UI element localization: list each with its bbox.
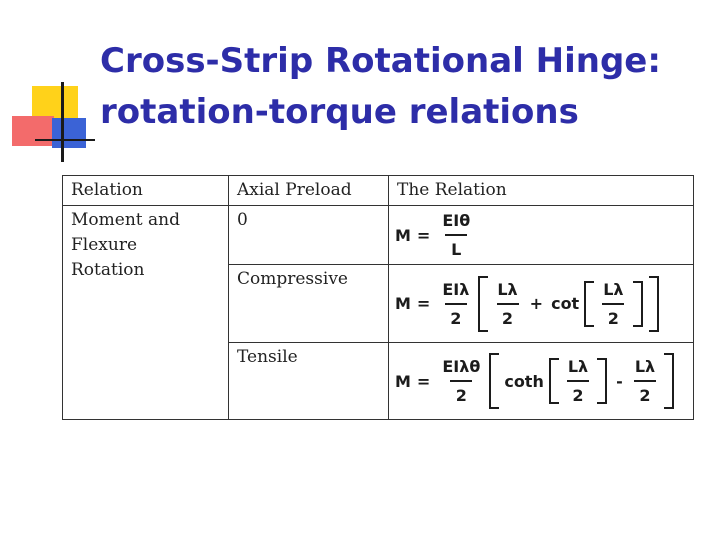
formula-compressive bbox=[395, 276, 687, 332]
table-row bbox=[63, 206, 694, 265]
header-axial-preload: Axial Preload bbox=[229, 176, 389, 206]
horizontal-rule-decoration bbox=[35, 139, 95, 141]
formula-function: coth bbox=[504, 371, 544, 391]
fraction-denominator: 2 bbox=[445, 303, 467, 331]
vertical-rule-decoration bbox=[61, 82, 64, 162]
fraction-numerator: Lλ bbox=[497, 279, 518, 299]
formula-cell bbox=[389, 343, 694, 420]
fraction-denominator: 2 bbox=[602, 303, 624, 331]
header-the-relation: The Relation bbox=[389, 176, 694, 206]
fraction bbox=[633, 354, 657, 408]
blue-square-decoration bbox=[52, 118, 86, 148]
pink-square-decoration bbox=[12, 116, 54, 146]
fraction-numerator: Lλ bbox=[603, 279, 624, 299]
bracket-group bbox=[486, 353, 677, 409]
fraction-denominator: 2 bbox=[450, 380, 472, 408]
header-relation: Relation bbox=[63, 176, 229, 206]
fraction-denominator: 2 bbox=[497, 303, 519, 331]
fraction-numerator: Lλ bbox=[634, 357, 656, 376]
formula-lhs: M bbox=[395, 225, 411, 245]
slide-logo-decoration bbox=[0, 0, 110, 165]
fraction-numerator: Lλ bbox=[567, 357, 589, 376]
fraction-denominator: L bbox=[445, 234, 467, 262]
formula-function: cot bbox=[551, 294, 580, 313]
formula-equals: = bbox=[416, 225, 431, 245]
fraction bbox=[440, 208, 472, 262]
table-header-row bbox=[63, 176, 694, 206]
formula-operator: + bbox=[529, 294, 544, 313]
formula-lhs: M bbox=[395, 371, 411, 391]
right-bracket bbox=[649, 276, 659, 332]
fraction-denominator: 2 bbox=[567, 380, 589, 408]
fraction bbox=[440, 354, 482, 408]
fraction bbox=[495, 277, 519, 331]
fraction-numerator: EIθ bbox=[442, 211, 471, 230]
left-bracket bbox=[478, 276, 488, 332]
formula-zero-preload bbox=[395, 208, 687, 262]
formula-operator: - bbox=[616, 371, 623, 391]
slide-title bbox=[100, 36, 710, 138]
preload-cell: Tensile bbox=[229, 343, 389, 420]
right-bracket bbox=[633, 281, 643, 327]
left-bracket bbox=[584, 281, 594, 327]
left-bracket bbox=[549, 358, 559, 404]
preload-cell: Compressive bbox=[229, 265, 389, 343]
fraction bbox=[566, 354, 590, 408]
preload-cell: 0 bbox=[229, 206, 389, 265]
relation-label-cell: Moment and Flexure Rotation bbox=[63, 206, 229, 420]
bracket-group bbox=[546, 354, 610, 408]
slide-title-line-1: Cross-Strip Rotational Hinge: bbox=[100, 41, 661, 81]
fraction-numerator: EIλθ bbox=[442, 357, 481, 376]
formula-cell bbox=[389, 265, 694, 343]
fraction-denominator: 2 bbox=[634, 380, 656, 408]
formula-lhs: M bbox=[395, 294, 411, 313]
bracket-group bbox=[581, 277, 645, 331]
relations-table bbox=[62, 175, 694, 420]
fraction-numerator: EIλ bbox=[442, 279, 470, 299]
left-bracket bbox=[489, 353, 499, 409]
fraction bbox=[440, 277, 471, 331]
right-bracket bbox=[597, 358, 607, 404]
formula-equals: = bbox=[416, 294, 431, 313]
formula-tensile bbox=[395, 353, 687, 409]
slide-title-line-2: rotation-torque relations bbox=[100, 92, 579, 132]
fraction bbox=[601, 277, 625, 331]
formula-cell bbox=[389, 206, 694, 265]
bracket-group bbox=[475, 276, 661, 332]
right-bracket bbox=[664, 353, 674, 409]
formula-equals: = bbox=[416, 371, 431, 391]
